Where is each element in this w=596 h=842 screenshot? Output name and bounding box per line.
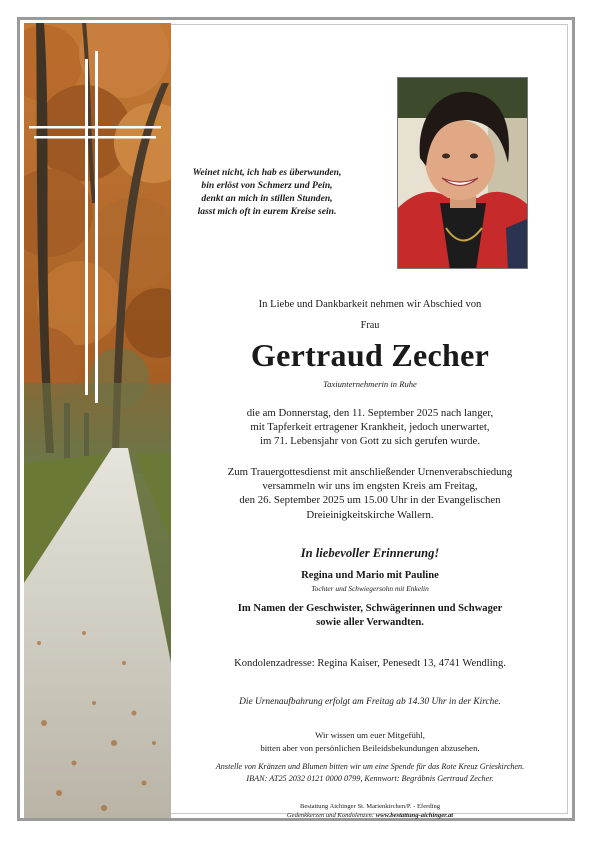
occupation: Taxiunternehmerin in Ruhe (323, 379, 417, 389)
service-line: den 26. September 2025 um 15.00 Uhr in der Evangelischen (239, 494, 501, 507)
poem-line: lasst mich oft in eurem Kreise sein. (197, 206, 337, 217)
urn-viewing: Die Urnenaufbahrung erfolgt am Freitag ab 14.30 Uhr in der Kirche. (239, 697, 501, 707)
relatives-line: sowie aller Verwandten. (316, 617, 424, 628)
family-relation: Tochter und Schwiegersohn mit Enkelin (311, 584, 429, 593)
donation-line: Anstelle von Kränzen und Blumen bitten wir um eine Spende für das Rote Kreuz Grieskirchen. (215, 762, 525, 771)
poem-line: Weinet nicht, ich hab es überwunden, (192, 167, 342, 178)
death-line: mit Tapferkeit ertragener Krankheit, jedoch unerwartet, (250, 421, 490, 434)
family-mourners: Regina und Mario mit Pauline (301, 570, 439, 581)
portrait-photo (397, 77, 528, 269)
service-line: Zum Trauergottesdienst mit anschließender Urnenverabschiedung (227, 466, 513, 478)
relatives-line: Im Namen der Geschwister, Schwägerinnen und Schwager (237, 603, 503, 614)
thanks-line: Wir wissen um euer Mitgefühl, (315, 730, 425, 740)
undertaker-website-link[interactable]: www.bestattung-aichinger.at (375, 812, 454, 819)
undertaker-name: Bestattung Aichinger St. Marienkirchen/P. - Eferding (299, 803, 441, 810)
donation-note (171, 761, 569, 784)
death-notice (171, 406, 569, 449)
thanks-line: bitten aber von persönlichen Beileidsbekundungen abzusehen. (260, 742, 480, 753)
funeral-service (171, 465, 569, 522)
death-line: im 71. Lebensjahr von Gott zu sich gerufen wurde. (259, 435, 481, 448)
deceased-name: Gertraud Zecher (250, 337, 490, 373)
thanks-note (171, 729, 569, 754)
autumn-path-photo (24, 23, 171, 818)
death-line: die am Donnerstag, den 11. September 2025 nach langer, (246, 407, 494, 419)
condolence-address: Kondolenzadresse: Regina Kaiser, Penesedt 13, 4741 Wendling. (234, 658, 506, 669)
poem-line: bin erlöst von Schmerz und Pein, (201, 180, 333, 191)
service-line: versammeln wir uns im engsten Kreis am Freitag, (262, 480, 478, 493)
intro-text: In Liebe und Dankbarkeit nehmen wir Abschied von (258, 299, 482, 310)
announcement-content (171, 23, 569, 818)
memory-heading: In liebevoller Erinnerung! (300, 546, 440, 560)
undertaker-info (171, 802, 569, 820)
service-line: Dreieinigkeitskirche Wallern. (306, 508, 434, 521)
relatives (171, 602, 569, 630)
undertaker-label: Gedenkkerzen und Kondolenzen: (286, 812, 376, 819)
poem-line: denkt an mich in stillen Stunden, (201, 193, 333, 204)
poem (183, 166, 351, 218)
salutation: Frau (360, 320, 380, 331)
donation-line: IBAN: AT25 2032 0121 0000 0799, Kennwort: Begräbnis Gertraud Zecher. (246, 773, 494, 783)
